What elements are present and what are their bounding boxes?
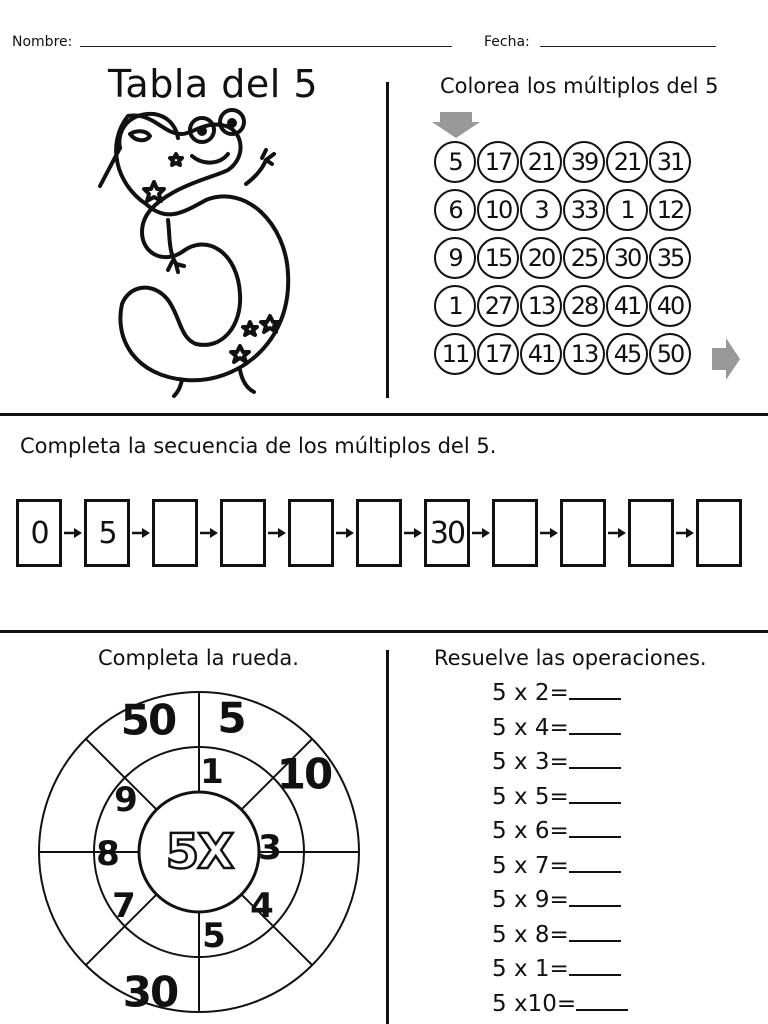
name-field[interactable] bbox=[80, 46, 452, 47]
grid-cell[interactable]: 50 bbox=[649, 333, 691, 375]
vertical-divider-top bbox=[386, 82, 389, 398]
arrow-right-icon bbox=[402, 523, 424, 543]
wheel-title: Completa la rueda. bbox=[98, 646, 299, 670]
grid-cell[interactable]: 13 bbox=[520, 285, 562, 327]
date-field[interactable] bbox=[540, 46, 716, 47]
section-divider-1 bbox=[0, 413, 768, 416]
section-divider-2 bbox=[0, 630, 768, 633]
answer-blank[interactable] bbox=[569, 920, 621, 942]
operation-expression: 5 x 2= bbox=[492, 680, 569, 706]
sequence-row bbox=[16, 499, 742, 567]
grid-row bbox=[434, 333, 710, 381]
wheel-inner-number[interactable]: 4 bbox=[250, 886, 274, 926]
grid-cell[interactable]: 41 bbox=[520, 333, 562, 375]
arrow-right-icon bbox=[712, 336, 740, 382]
grid-cell[interactable]: 28 bbox=[563, 285, 605, 327]
vertical-divider-bottom bbox=[386, 650, 389, 1024]
grid-cell[interactable]: 21 bbox=[606, 141, 648, 183]
operation-expression: 5 x 8= bbox=[492, 921, 569, 948]
grid-row bbox=[434, 285, 710, 333]
sequence-box[interactable] bbox=[492, 499, 538, 567]
sequence-box[interactable] bbox=[356, 499, 402, 567]
grid-cell[interactable]: 12 bbox=[649, 189, 691, 231]
wheel-center-label: 5X bbox=[165, 824, 233, 880]
arrow-right-icon bbox=[674, 523, 696, 543]
page-title: Tabla del 5 bbox=[108, 62, 319, 106]
operations-title: Resuelve las operaciones. bbox=[434, 646, 707, 670]
answer-blank[interactable] bbox=[569, 816, 621, 838]
arrow-right-icon bbox=[538, 523, 560, 543]
date-label: Fecha: bbox=[484, 34, 530, 50]
wheel-outer-number[interactable]: 10 bbox=[276, 749, 332, 799]
answer-blank[interactable] bbox=[569, 954, 621, 976]
operation-expression: 5 x 6= bbox=[492, 818, 569, 844]
sequence-title: Completa la secuencia de los múltiplos del 5. bbox=[20, 434, 497, 458]
grid-cell[interactable]: 21 bbox=[520, 141, 562, 183]
operations-list bbox=[492, 676, 628, 1021]
arrow-right-icon bbox=[470, 523, 492, 543]
grid-cell[interactable]: 31 bbox=[649, 141, 691, 183]
wheel-outer-number[interactable]: 50 bbox=[120, 695, 176, 745]
answer-blank[interactable] bbox=[569, 782, 621, 804]
grid-cell[interactable]: 25 bbox=[563, 237, 605, 279]
grid-cell[interactable]: 5 bbox=[434, 141, 476, 183]
grid-cell[interactable]: 40 bbox=[649, 285, 691, 327]
arrow-right-icon bbox=[334, 523, 356, 543]
operation-expression: 5 x 4= bbox=[492, 714, 569, 741]
grid-cell[interactable]: 9 bbox=[434, 237, 476, 279]
arrow-right-icon bbox=[266, 523, 288, 543]
arrow-down-icon bbox=[432, 110, 482, 140]
grid-row bbox=[434, 189, 710, 237]
grid-cell[interactable]: 17 bbox=[477, 333, 519, 375]
wheel-inner-number[interactable]: 8 bbox=[96, 834, 120, 874]
operation-item bbox=[492, 780, 628, 815]
arrow-right-icon bbox=[130, 523, 152, 543]
grid-cell[interactable]: 30 bbox=[606, 237, 648, 279]
name-label: Nombre: bbox=[12, 34, 73, 50]
grid-cell[interactable]: 20 bbox=[520, 237, 562, 279]
arrow-right-icon bbox=[606, 523, 628, 543]
answer-blank[interactable] bbox=[576, 989, 628, 1011]
answer-blank[interactable] bbox=[569, 713, 621, 735]
answer-blank[interactable] bbox=[569, 885, 621, 907]
operation-item bbox=[492, 745, 628, 780]
grid-cell[interactable]: 11 bbox=[434, 333, 476, 375]
operation-expression: 5 x10= bbox=[492, 990, 577, 1017]
sequence-box[interactable]: 0 bbox=[16, 499, 62, 567]
operation-item bbox=[492, 849, 628, 884]
sequence-box[interactable]: 5 bbox=[84, 499, 130, 567]
grid-cell[interactable]: 10 bbox=[477, 189, 519, 231]
arrow-right-icon bbox=[62, 523, 84, 543]
grid-cell[interactable]: 6 bbox=[434, 189, 476, 231]
sequence-box[interactable] bbox=[696, 499, 742, 567]
answer-blank[interactable] bbox=[569, 747, 621, 769]
operation-expression: 5 x 5= bbox=[492, 783, 569, 810]
grid-cell[interactable]: 13 bbox=[563, 333, 605, 375]
grid-cell[interactable]: 45 bbox=[606, 333, 648, 375]
sequence-box[interactable]: 30 bbox=[424, 499, 470, 567]
wheel-inner-number[interactable]: 1 bbox=[200, 752, 224, 792]
operation-item bbox=[492, 814, 628, 849]
wheel-outer-number[interactable]: 5 bbox=[217, 693, 247, 743]
operation-item bbox=[492, 952, 628, 987]
wheel-inner-number[interactable]: 7 bbox=[112, 886, 136, 926]
sequence-box[interactable] bbox=[220, 499, 266, 567]
grid-cell[interactable]: 41 bbox=[606, 285, 648, 327]
arrow-right-icon bbox=[198, 523, 220, 543]
answer-blank[interactable] bbox=[569, 851, 621, 873]
operation-item bbox=[492, 676, 628, 711]
sequence-box[interactable] bbox=[628, 499, 674, 567]
operation-expression: 5 x 1= bbox=[492, 956, 569, 982]
answer-blank[interactable] bbox=[569, 678, 621, 700]
grid-cell[interactable]: 33 bbox=[563, 189, 605, 231]
sequence-box[interactable] bbox=[288, 499, 334, 567]
color-multiples-title: Colorea los múltiplos del 5 bbox=[440, 74, 719, 98]
operation-item bbox=[492, 918, 628, 953]
grid-cell[interactable]: 3 bbox=[520, 189, 562, 231]
grid-cell[interactable]: 35 bbox=[649, 237, 691, 279]
wheel-inner-number[interactable]: 5 bbox=[202, 916, 226, 956]
wheel-inner-number[interactable]: 3 bbox=[258, 828, 282, 868]
sequence-box[interactable] bbox=[560, 499, 606, 567]
operation-item bbox=[492, 711, 628, 746]
number-five-character-illustration bbox=[96, 104, 306, 404]
operation-expression: 5 x 7= bbox=[492, 852, 569, 879]
operation-item bbox=[492, 883, 628, 918]
wheel-inner-number[interactable]: 9 bbox=[114, 780, 138, 820]
grid-cell[interactable]: 27 bbox=[477, 285, 519, 327]
multiples-grid bbox=[434, 141, 710, 381]
grid-cell[interactable]: 39 bbox=[563, 141, 605, 183]
grid-row bbox=[434, 141, 710, 189]
operation-expression: 5 x 3= bbox=[492, 749, 569, 775]
grid-cell[interactable]: 17 bbox=[477, 141, 519, 183]
grid-row bbox=[434, 237, 710, 285]
grid-cell[interactable]: 1 bbox=[606, 189, 648, 231]
grid-cell[interactable]: 1 bbox=[434, 285, 476, 327]
operation-expression: 5 x 9= bbox=[492, 887, 569, 913]
sequence-box[interactable] bbox=[152, 499, 198, 567]
wheel-outer-number[interactable]: 30 bbox=[122, 967, 178, 1017]
grid-cell[interactable]: 15 bbox=[477, 237, 519, 279]
operation-item bbox=[492, 987, 628, 1022]
